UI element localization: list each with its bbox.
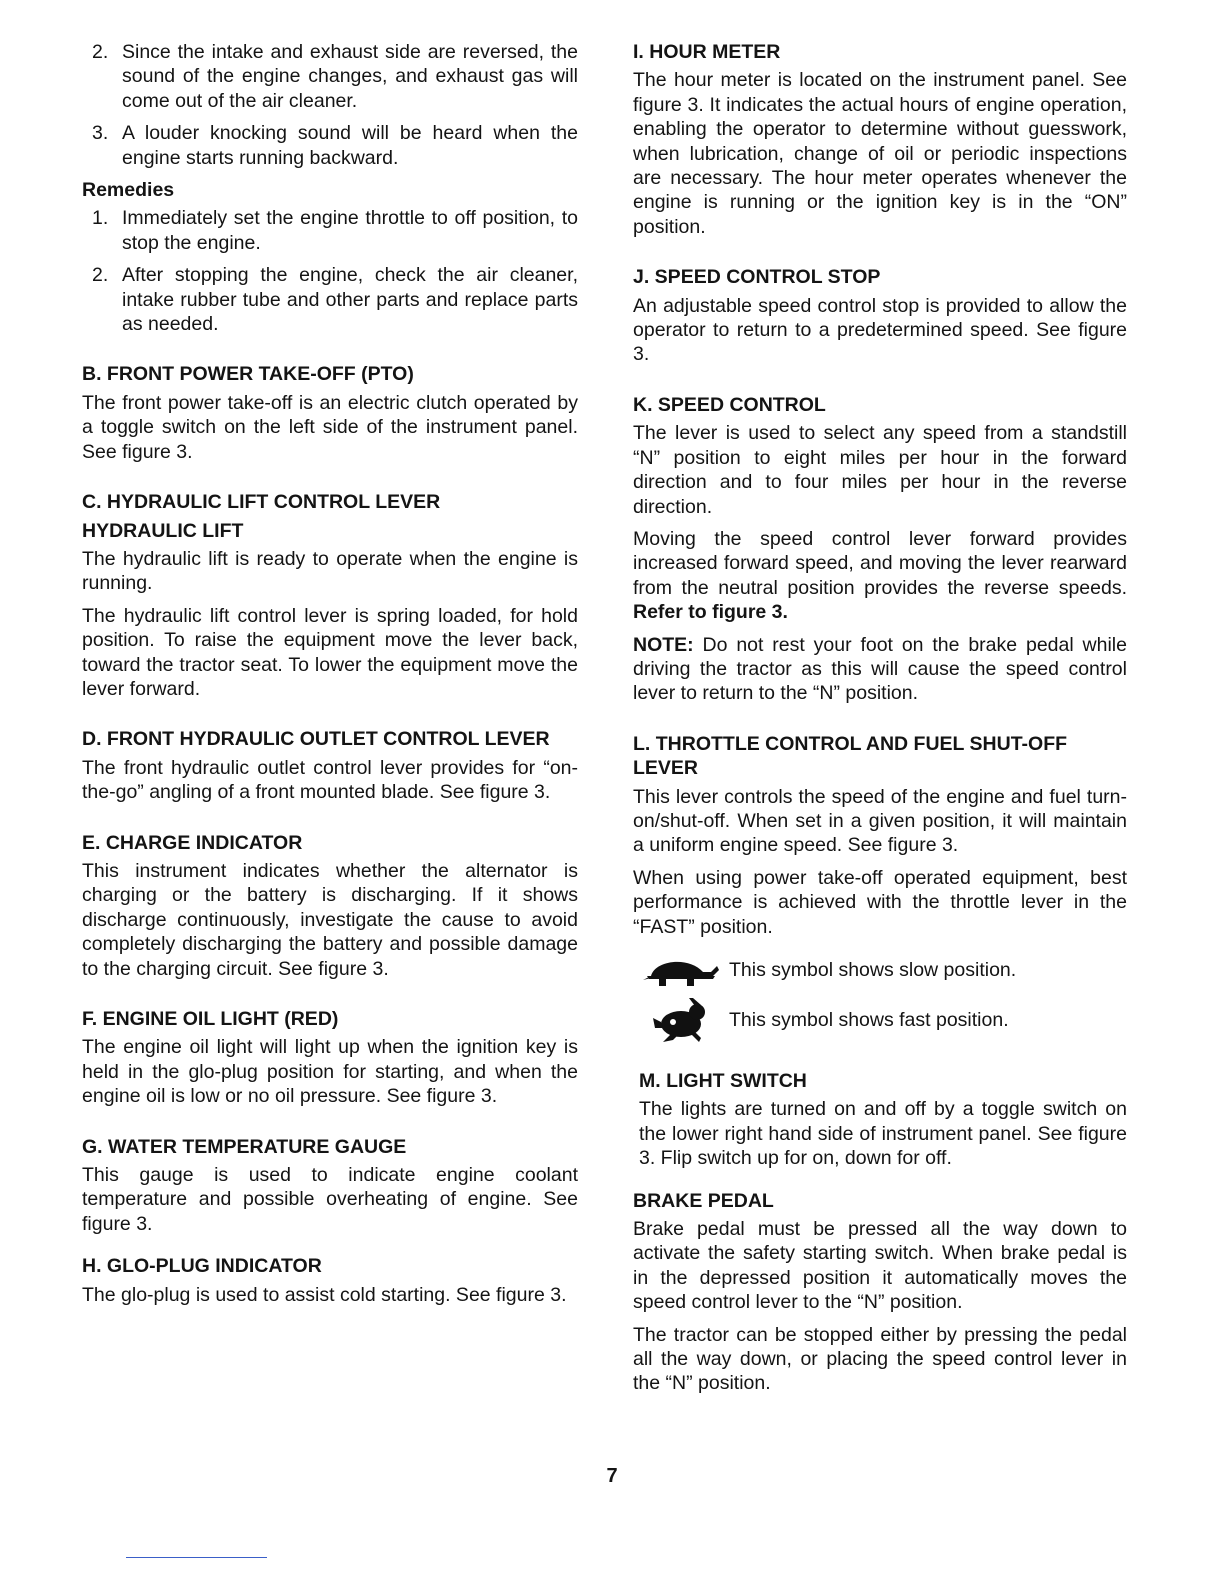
item-text: Immediately set the engine throttle to off position, to stop the engine. — [122, 207, 578, 254]
item-number: 1. — [92, 207, 109, 230]
k-text-2-figure-ref: Refer to figure 3. — [633, 601, 788, 624]
note-text: Do not rest your foot on the brake pedal while driving the tractor as this will cause the speed control lever to return to the “N” position. — [633, 633, 1127, 705]
item-number: 2. — [92, 264, 109, 287]
section-e-heading: E. CHARGE INDICATOR — [82, 831, 303, 854]
section-l-text-2: When using power take-off operated equipment, best performance is achieved with the throttle lever in the “FAST” position. — [633, 866, 1127, 938]
section-g-text: This gauge is used to indicate engine coolant temperature and possible overheating of engine. See figure 3. — [82, 1164, 578, 1235]
remedies-heading: Remedies — [82, 179, 175, 202]
section-e-text: This instrument indicates whether the alternator is charging or the battery is discharging. If it shows discharge continuously, investigate the cause to avoid completely discharging the battery and possible damage to the charging circuit. See figure 3. — [82, 859, 578, 980]
page-number: 7 — [606, 1465, 618, 1487]
fast-symbol-text: This symbol shows fast position. — [729, 1008, 1009, 1031]
section-g-heading: G. WATER TEMPERATURE GAUGE — [82, 1135, 407, 1158]
section-k-text-1: The lever is used to select any speed from a standstill “N” position to eight miles per hour in the forward direction and to four miles per hour in the reverse direction. — [633, 422, 1127, 518]
intro-item-2 — [92, 40, 578, 113]
section-l-text-1: This lever controls the speed of the engine and fuel turn-on/shut-off. When set in a given position, it will maintain a uniform engine speed. See figure 3. — [633, 785, 1127, 857]
turtle-icon — [633, 952, 729, 988]
section-k-note — [633, 633, 1127, 706]
section-l-heading: L. THROTTLE CONTROL AND FUEL SHUT-OFF LEVER — [633, 732, 1068, 780]
section-j-text: An adjustable speed control stop is provided to allow the operator to return to a predetermined speed. See figure 3. — [633, 294, 1127, 366]
section-b-heading: B. FRONT POWER TAKE-OFF (PTO) — [82, 363, 414, 386]
slow-symbol-row — [633, 947, 1127, 993]
section-i-heading: I. HOUR METER — [633, 41, 781, 63]
section-d-heading: D. FRONT HYDRAULIC OUTLET CONTROL LEVER — [82, 728, 550, 751]
item-text: A louder knocking sound will be heard when the engine starts running backward. — [122, 122, 578, 169]
section-m-heading: M. LIGHT SWITCH — [639, 1070, 807, 1092]
section-c-heading: C. HYDRAULIC LIFT CONTROL LEVER — [82, 491, 441, 514]
intro-item-3 — [92, 121, 578, 170]
section-k-heading: K. SPEED CONTROL — [633, 393, 826, 416]
section-h-text: The glo-plug is used to assist cold starting. See figure 3. — [82, 1283, 567, 1306]
left-column — [82, 40, 578, 1315]
k-text-2-main: Moving the speed control lever forward provides increased forward speed, and moving the lever rearward from the neutral position provides the reverse speeds. — [633, 527, 1127, 599]
section-m-text: The lights are turned on and off by a toggle switch on the lower right hand side of instrument panel. See figure 3. Flip switch up for on, down for off. — [639, 1098, 1127, 1170]
section-f-text: The engine oil light will light up when the ignition key is held in the glo-plug position for starting, and when the engine oil is low or no oil pressure. See figure 3. — [82, 1036, 578, 1108]
section-c-text-1: The hydraulic lift is ready to operate when the engine is running. — [82, 547, 578, 595]
section-b-text: The front power take-off is an electric clutch operated by a toggle switch on the left side of the instrument panel. See figure 3. — [82, 391, 578, 463]
brake-pedal-text-1: Brake pedal must be pressed all the way down to activate the safety starting switch. When brake pedal is in the depressed position it automatically moves the speed control lever to the “N” position. — [633, 1218, 1127, 1314]
section-k-text-2 — [633, 527, 1127, 625]
item-number: 3. — [92, 122, 109, 145]
brake-pedal-heading: BRAKE PEDAL — [633, 1189, 774, 1212]
section-c-subheading: HYDRAULIC LIFT — [82, 519, 244, 542]
item-number: 2. — [92, 41, 109, 63]
footer-rule — [126, 1557, 267, 1558]
remedy-item-2 — [92, 263, 578, 336]
item-text: Since the intake and exhaust side are reversed, the sound of the engine changes, and exhaust gas will come out of the air cleaner. — [122, 41, 578, 112]
note-label: NOTE: — [633, 633, 694, 656]
rabbit-icon — [633, 998, 729, 1042]
fast-symbol-row — [633, 997, 1127, 1043]
section-d-text: The front hydraulic outlet control lever provides for “on-the-go” angling of a front mounted blade. See figure 3. — [82, 756, 578, 804]
remedy-item-1 — [92, 206, 578, 255]
section-f-heading: F. ENGINE OIL LIGHT (RED) — [82, 1008, 339, 1030]
section-i-text: The hour meter is located on the instrument panel. See figure 3. It indicates the actual hours of engine operation, enabling the operator to determine without guesswork, when lubrication, change of oil or periodic inspections are necessary. The hour meter operates whenever the engine is running or the ignition key is in the “ON” position. — [633, 69, 1127, 238]
item-text: After stopping the engine, check the air cleaner, intake rubber tube and other parts and replace parts as needed. — [122, 264, 578, 336]
section-c-text-2: The hydraulic lift control lever is spring loaded, for hold position. To raise the equipment move the lever back, toward the tractor seat. To lower the equipment move the lever forward. — [82, 604, 578, 700]
slow-symbol-text: This symbol shows slow position. — [729, 958, 1017, 981]
section-h-heading: H. GLO-PLUG INDICATOR — [82, 1255, 322, 1278]
brake-pedal-text-2: The tractor can be stopped either by pressing the pedal all the way down, or placing the speed control lever in the “N” position. — [633, 1323, 1127, 1395]
right-column — [633, 40, 1127, 1404]
section-j-heading: J. SPEED CONTROL STOP — [633, 266, 881, 289]
